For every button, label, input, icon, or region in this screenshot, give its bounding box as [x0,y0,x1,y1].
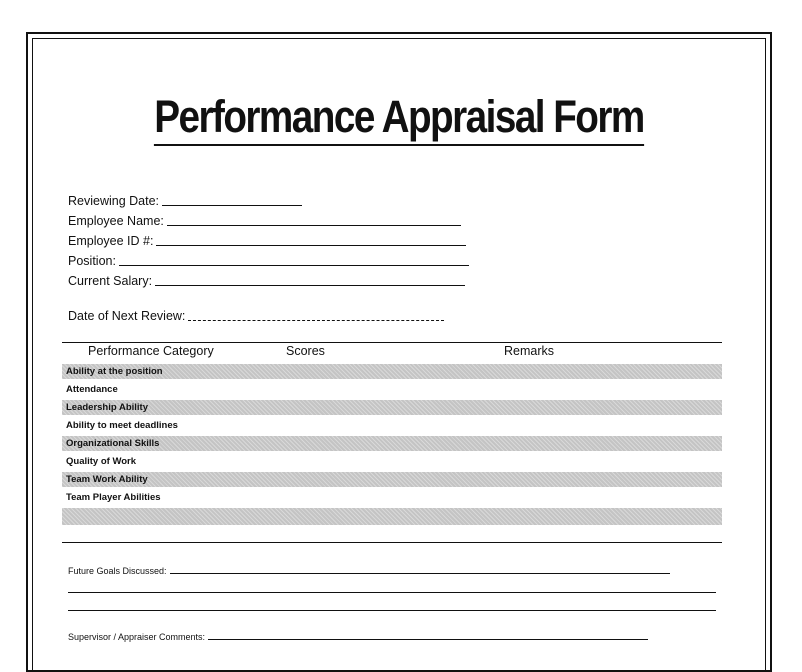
next-review-field[interactable] [68,305,444,323]
supervisor-comments-field[interactable] [68,632,648,642]
row-category: Organizational Skills [66,438,160,449]
future-goals-line-2[interactable] [68,592,716,593]
table-bottom-rule [62,542,722,543]
form-title-text: Performance Appraisal Form [154,91,644,146]
table-row[interactable] [62,490,722,505]
position-field[interactable] [68,250,469,268]
employee-name-label: Employee Name: [68,214,164,228]
current-salary-field[interactable] [68,270,465,288]
employee-name-line[interactable] [167,224,461,226]
next-review-line[interactable] [188,319,444,321]
employee-name-field[interactable] [68,210,461,228]
current-salary-line[interactable] [155,284,465,286]
row-category: Quality of Work [66,456,137,467]
future-goals-line-3[interactable] [68,610,716,611]
table-row[interactable] [62,436,722,451]
row-category: Team Player Abilities [66,492,161,503]
row-category: Team Work Ability [66,474,148,485]
table-row[interactable] [62,364,722,379]
future-goals-label: Future Goals Discussed: [68,566,167,576]
table-row[interactable] [62,454,722,469]
employee-id-line[interactable] [156,244,466,246]
header-performance-category: Performance Category [88,344,214,358]
row-category: Attendance [66,384,118,395]
reviewing-date-line[interactable] [162,204,302,206]
future-goals-field[interactable] [68,566,670,576]
row-category: Ability at the position [66,366,163,377]
reviewing-date-field[interactable] [68,190,302,208]
form-sheet [26,32,772,672]
current-salary-label: Current Salary: [68,274,153,288]
future-goals-line[interactable] [170,572,670,574]
table-row[interactable] [62,400,722,415]
next-review-label: Date of Next Review: [68,309,186,323]
reviewing-date-label: Reviewing Date: [68,194,160,208]
header-remarks: Remarks [504,344,555,358]
employee-id-label: Employee ID #: [68,234,154,248]
table-row[interactable] [62,508,722,525]
table-row[interactable] [62,418,722,433]
row-category: Ability to meet deadlines [66,420,178,431]
position-line[interactable] [119,264,469,266]
supervisor-comments-line[interactable] [208,638,648,640]
supervisor-comments-label: Supervisor / Appraiser Comments: [68,632,206,642]
table-top-rule [62,342,722,343]
form-title [80,91,718,142]
row-category: Leadership Ability [66,402,148,413]
table-row[interactable] [62,382,722,397]
position-label: Position: [68,254,116,268]
header-scores: Scores [286,344,325,358]
table-row[interactable] [62,472,722,487]
employee-id-field[interactable] [68,230,466,248]
